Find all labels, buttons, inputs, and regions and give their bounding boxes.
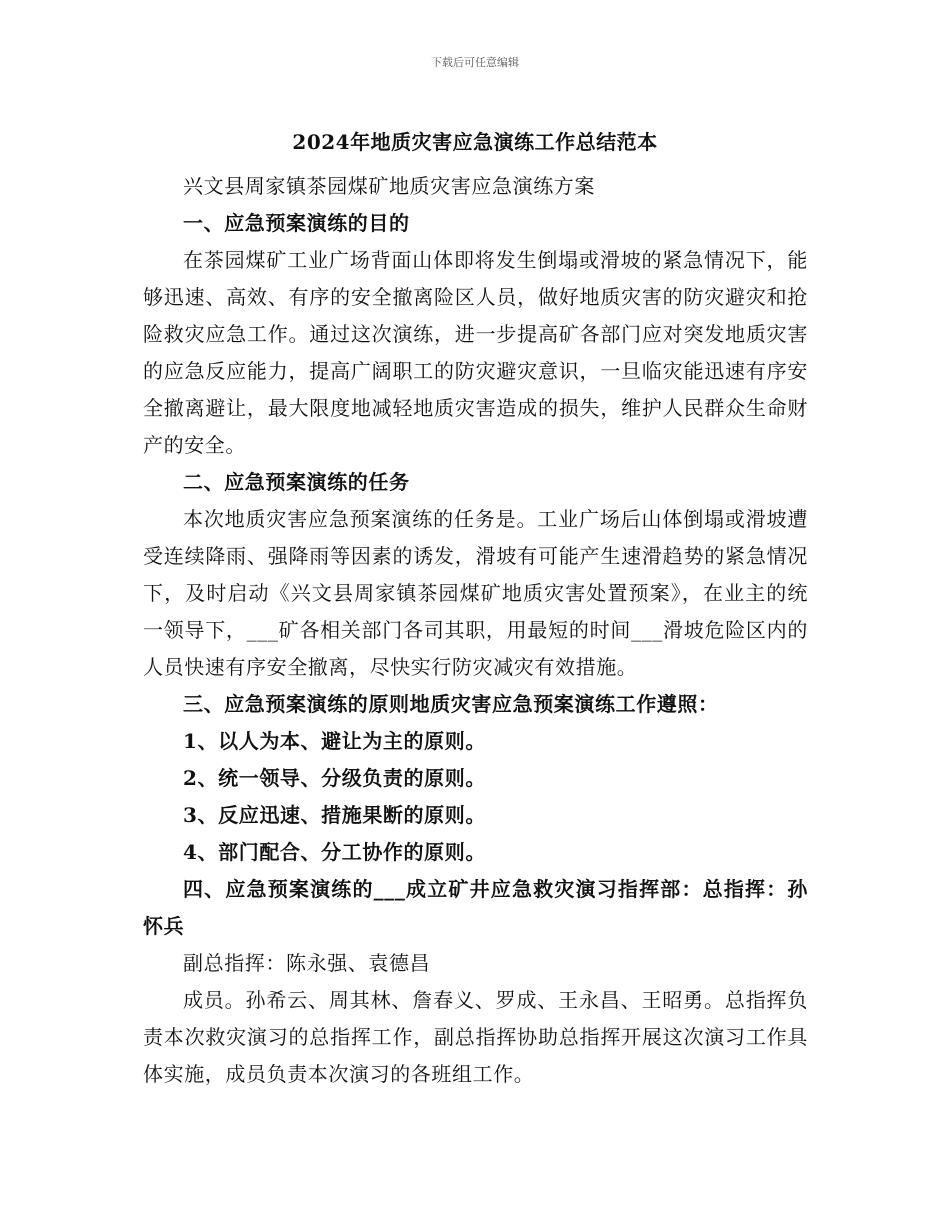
- paragraph-deputy-commanders: 副总指挥：陈永强、袁德昌: [183, 951, 431, 975]
- document-body: [143, 168, 808, 1093]
- paragraph-purpose: 在茶园煤矿工业广场背面山体即将发生倒塌或滑坡的紧急情况下，能够迅速、高效、有序的安全撤离险区人员，做好地质灾害的防灾避灾和抢险救灾应急工作。通过这次演练，进一步提高矿各部门应对突发地质灾害的应急反应能力，提高广阔职工的防灾避灾意识，一旦临灾能迅速有序安全撤离避让，最大限度地减轻地质灾害造成的损失，维护人民群众生命财产的安全。: [143, 248, 808, 457]
- document-title: 2024年地质灾害应急演练工作总结范本: [292, 130, 658, 154]
- paragraph-task: 本次地质灾害应急预案演练的任务是。工业广场后山体倒塌或滑坡遭受连续降雨、强降雨等因素的诱发，滑坡有可能产生速滑趋势的紧急情况下，及时启动《兴文县周家镇茶园煤矿地质灾害处置预案》，在业主的统一领导下，___矿各相关部门各司其职，用最短的时间___滑坡危险区内的人员快速有序安全撤离，尽快实行防灾减灾有效措施。: [143, 507, 808, 679]
- heading-purpose: 一、应急预案演练的目的: [183, 211, 410, 235]
- principle-item-1: 1、以人为本、避让为主的原则。: [183, 729, 486, 753]
- paragraph-plan-name: 兴文县周家镇茶园煤矿地质灾害应急演练方案: [183, 174, 595, 198]
- page-header-note: 下载后可任意编辑: [431, 56, 519, 69]
- heading-command: 四、应急预案演练的___成立矿井应急救灾演习指挥部：总指挥：孙怀兵: [143, 877, 808, 938]
- principle-item-4: 4、部门配合、分工协作的原则。: [183, 840, 486, 864]
- heading-principles: 三、应急预案演练的原则地质灾害应急预案演练工作遵照：: [183, 692, 719, 716]
- paragraph-members: 成员。孙希云、周其林、詹春义、罗成、王永昌、王昭勇。总指挥负责本次救灾演习的总指挥工作，副总指挥协助总指挥开展这次演习工作具体实施，成员负责本次演习的各班组工作。: [143, 988, 808, 1086]
- heading-task: 二、应急预案演练的任务: [183, 470, 410, 494]
- principle-item-2: 2、统一领导、分级负责的原则。: [183, 766, 486, 790]
- principle-item-3: 3、反应迅速、措施果断的原则。: [183, 803, 486, 827]
